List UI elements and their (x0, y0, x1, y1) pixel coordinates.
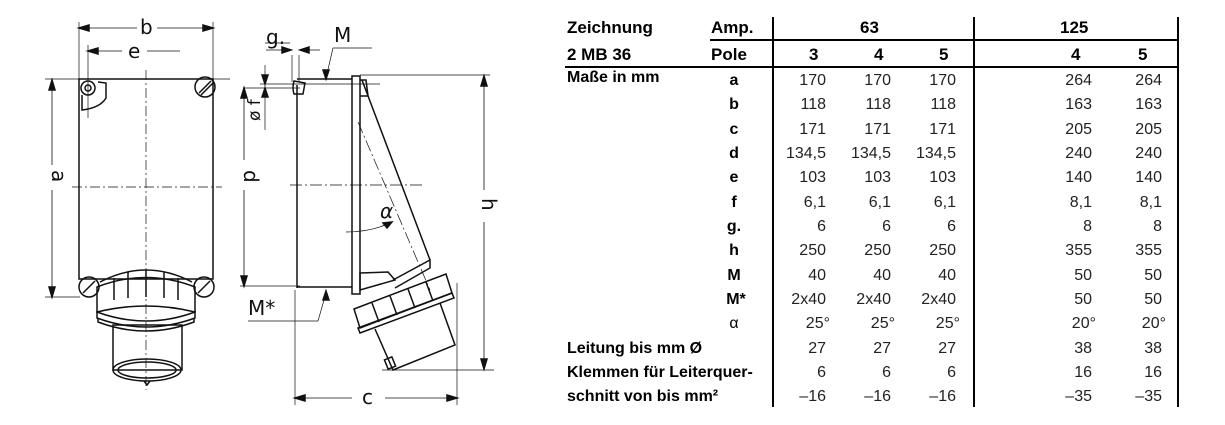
row-label: schnitt von bis mm² (567, 388, 719, 405)
cell: 40 (938, 267, 956, 284)
cell: 118 (800, 96, 826, 113)
cell: –16 (929, 388, 956, 405)
cell: 16 (1074, 364, 1092, 381)
cell: 134,5 (785, 145, 826, 162)
table-divider-right (1177, 17, 1179, 407)
row-key: M* (726, 291, 746, 308)
cell: 134,5 (850, 145, 891, 162)
cell: 8,1 (1069, 194, 1092, 211)
cell: 27 (808, 340, 826, 357)
pole-63-5: 5 (939, 45, 949, 64)
cell: 140 (1065, 169, 1092, 186)
cell: –16 (864, 388, 891, 405)
row-key: d (729, 145, 739, 162)
cell: 103 (864, 169, 891, 186)
cell: 50 (1144, 291, 1162, 308)
cell: 264 (1135, 72, 1162, 89)
cell: 2x40 (791, 291, 826, 308)
pole-63-3: 3 (809, 45, 819, 64)
dim-label-e: e (128, 39, 141, 63)
cell: 27 (873, 340, 891, 357)
cell: –35 (1065, 388, 1092, 405)
cell: 40 (808, 267, 826, 284)
cell: 264 (1065, 72, 1092, 89)
row-key: h (729, 242, 739, 259)
cell: 6,1 (868, 194, 891, 211)
amp-125: 125 (1060, 18, 1089, 37)
dim-label-M: M (334, 23, 352, 47)
cell: 25° (935, 315, 960, 332)
cell: 134,5 (915, 145, 956, 162)
table-divider-middle (973, 17, 975, 407)
cell: 118 (930, 96, 956, 113)
dim-label-a: a (47, 170, 71, 183)
cell: 118 (865, 96, 891, 113)
row-label: Klemmen für Leiterquer- (567, 364, 753, 381)
cell: 6 (882, 364, 891, 381)
table-rule-amp (710, 39, 1179, 41)
cell: 6 (882, 218, 891, 235)
amp-63: 63 (860, 18, 879, 37)
amp-label: Amp. (711, 18, 754, 37)
cell: 6 (947, 218, 956, 235)
cell: 6 (947, 364, 956, 381)
cell: 8,1 (1139, 194, 1162, 211)
cell: 20° (1141, 315, 1166, 332)
cell: 2x40 (856, 291, 891, 308)
row-key: g. (726, 218, 742, 235)
cell: 171 (864, 121, 891, 138)
cell: 250 (929, 242, 956, 259)
cell: 170 (799, 72, 826, 89)
row-key: c (729, 121, 739, 138)
pole-125-4: 4 (1071, 45, 1081, 64)
cell: 25° (805, 315, 830, 332)
pole-125-5: 5 (1138, 45, 1148, 64)
cell: 8 (1083, 218, 1092, 235)
cell: –35 (1135, 388, 1162, 405)
cell: 8 (1153, 218, 1162, 235)
row-key: M (727, 267, 741, 284)
cell: 355 (1135, 242, 1162, 259)
cell: 6 (817, 364, 826, 381)
dim-label-M-star: M* (248, 296, 276, 320)
cell: 38 (1074, 340, 1092, 357)
cell: 240 (1135, 145, 1162, 162)
cell: 38 (1144, 340, 1162, 357)
cell: 140 (1135, 169, 1162, 186)
dim-label-b: b (140, 15, 153, 39)
cell: 171 (929, 121, 956, 138)
pole-63-4: 4 (874, 45, 884, 64)
row-key: α (729, 315, 739, 332)
row-label: Leitung bis mm Ø (567, 340, 703, 357)
dim-label-c: c (362, 385, 373, 409)
cell: 16 (1144, 364, 1162, 381)
section-label: Maße in mm (567, 69, 660, 86)
cell: 27 (938, 340, 956, 357)
cell: –16 (799, 388, 826, 405)
row-key: f (731, 194, 737, 211)
cell: 171 (799, 121, 826, 138)
cell: 163 (1065, 96, 1092, 113)
cell: 170 (864, 72, 891, 89)
cell: 50 (1074, 291, 1092, 308)
dim-label-d: d (239, 170, 263, 183)
dim-label-alpha: α (380, 199, 394, 223)
cell: 170 (929, 72, 956, 89)
cell: 250 (864, 242, 891, 259)
dim-label-f: ø f (245, 99, 265, 121)
row-key: b (729, 96, 739, 113)
cell: 240 (1065, 145, 1092, 162)
cell: 40 (873, 267, 891, 284)
cell: 103 (929, 169, 956, 186)
cell: 355 (1065, 242, 1092, 259)
dim-label-g: g. (266, 25, 286, 49)
cell: 250 (799, 242, 826, 259)
cell: 163 (1135, 96, 1162, 113)
dim-label-h: h (477, 198, 501, 211)
cell: 2x40 (921, 291, 956, 308)
pole-label: Pole (711, 45, 747, 64)
cell: 6,1 (803, 194, 826, 211)
cell: 205 (1065, 121, 1092, 138)
row-key: e (729, 169, 739, 186)
cell: 6,1 (933, 194, 956, 211)
cell: 205 (1135, 121, 1162, 138)
row-key: a (729, 72, 739, 89)
table-title: Zeichnung (567, 18, 653, 37)
table-model: 2 MB 36 (567, 45, 632, 64)
cell: 103 (799, 169, 826, 186)
cell: 50 (1144, 267, 1162, 284)
cell: 25° (870, 315, 895, 332)
cell: 50 (1074, 267, 1092, 284)
cell: 20° (1071, 315, 1096, 332)
cell: 6 (817, 218, 826, 235)
